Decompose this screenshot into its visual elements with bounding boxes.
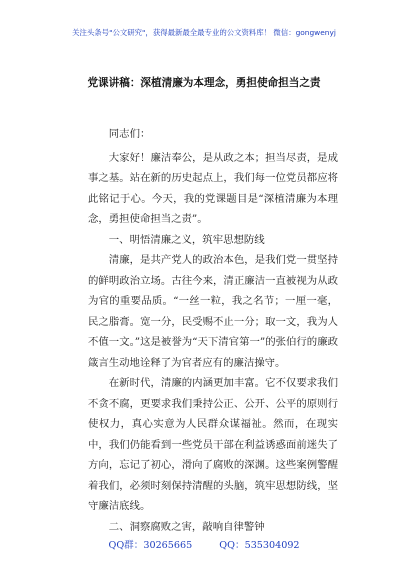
document-title: 党课讲稿：深植清廉为本理念，勇担使命担当之责 (87, 77, 321, 89)
paragraph-clean-meaning: 清廉，是共产党人的政治本色，是我们党一贯坚持的鲜明政治立场。古往今来，清正廉洁一直被视为从政为官的重要品质。“一丝一粒，我之名节；一厘一毫，民之脂膏。宽一分，民受赐不止一分；取一文，我为人不值一文。”这是被誉为“天下清官第一”的张伯行的廉政箴言生动地诠释了为官者应有的廉洁操守。 (88, 254, 338, 369)
header-promo-note: 关注头条号"公文研究"，获得最新最全最专业的公文资料库！ 微信：gongwenyj (72, 28, 336, 37)
section-heading-2: 二、洞察腐败之害，敲响自律警钟 (108, 520, 265, 533)
salutation: 同志们： (108, 128, 151, 140)
footer-contact (0, 537, 408, 551)
footer-qq-group: QQ群：30265665 (108, 540, 193, 551)
footer-qq: QQ：535304092 (219, 540, 300, 551)
section-heading-1: 一、明悟清廉之义，筑牢思想防线 (108, 233, 265, 246)
paragraph-intro: 大家好！廉洁奉公，是从政之本；担当尽责，是成事之基。站在新的历史起点上，我们每一位党员都应将此铭记于心。今天，我的党课题目是“深植清廉为本理念，勇担使命担当之责”。 (88, 151, 338, 225)
paragraph-new-era: 在新时代，清廉的内涵更加丰富。它不仅要求我们不贪不腐，更要求我们秉持公正、公开、公平的原则行使权力，真心实意为人民群众谋福祉。然而，在现实中，我们仍能看到一些党员干部在利益诱惑面前迷失了方向，忘记了初心，滑向了腐败的深渊。这些案例警醒着我们，必须时刻保持清醒的头脑，筑牢思想防线，坚守廉洁底线。 (88, 377, 338, 512)
document-body (88, 124, 338, 537)
